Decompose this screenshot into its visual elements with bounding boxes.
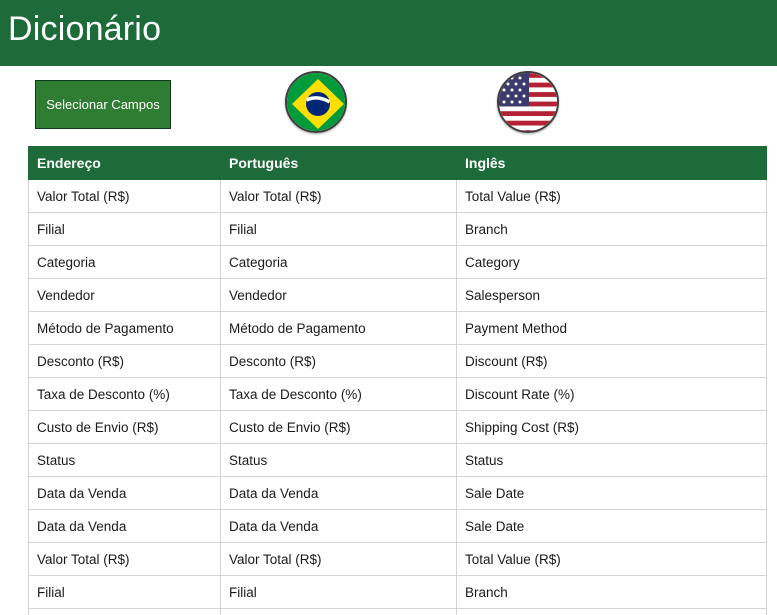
- table-cell[interactable]: Salesperson: [457, 279, 767, 312]
- table-row[interactable]: [29, 378, 767, 411]
- table-cell[interactable]: Desconto (R$): [221, 345, 457, 378]
- table-cell[interactable]: Taxa de Desconto (%): [221, 378, 457, 411]
- table-row[interactable]: [29, 543, 767, 576]
- table-cell[interactable]: Category: [457, 246, 767, 279]
- column-header-ingles[interactable]: Inglês: [457, 147, 767, 180]
- table-row[interactable]: [29, 609, 767, 615]
- table-cell[interactable]: Valor Total (R$): [221, 543, 457, 576]
- table-body: [29, 180, 767, 615]
- table-cell[interactable]: Status: [221, 444, 457, 477]
- table-cell[interactable]: Data da Venda: [29, 510, 221, 543]
- table-cell[interactable]: Filial: [29, 213, 221, 246]
- table-cell[interactable]: Data da Venda: [221, 510, 457, 543]
- table-cell[interactable]: Discount Rate (%): [457, 378, 767, 411]
- table-cell[interactable]: Status: [29, 444, 221, 477]
- table-cell[interactable]: Valor Total (R$): [29, 543, 221, 576]
- table-cell[interactable]: Total Value (R$): [457, 180, 767, 213]
- table-cell[interactable]: Taxa de Desconto (%): [29, 378, 221, 411]
- table-row[interactable]: [29, 411, 767, 444]
- table-cell[interactable]: Vendedor: [221, 279, 457, 312]
- table-cell[interactable]: Status: [457, 444, 767, 477]
- table-row[interactable]: [29, 510, 767, 543]
- table-cell[interactable]: Sale Date: [457, 477, 767, 510]
- table-cell[interactable]: Sale Date: [457, 510, 767, 543]
- dictionary-table: [28, 146, 767, 615]
- table-cell[interactable]: [457, 609, 767, 615]
- table-cell[interactable]: Filial: [221, 213, 457, 246]
- usa-flag-icon[interactable]: [497, 71, 559, 133]
- table-cell[interactable]: Data da Venda: [29, 477, 221, 510]
- table-cell[interactable]: Desconto (R$): [29, 345, 221, 378]
- toolbar: [0, 66, 777, 144]
- table-row[interactable]: [29, 444, 767, 477]
- table-row[interactable]: [29, 213, 767, 246]
- table-cell[interactable]: [29, 609, 221, 615]
- table-cell[interactable]: Custo de Envio (R$): [29, 411, 221, 444]
- table-cell[interactable]: Valor Total (R$): [221, 180, 457, 213]
- table-row[interactable]: [29, 312, 767, 345]
- table-row[interactable]: [29, 345, 767, 378]
- table-cell[interactable]: Categoria: [221, 246, 457, 279]
- page-title: Dicionário: [8, 10, 162, 48]
- table-cell[interactable]: Shipping Cost (R$): [457, 411, 767, 444]
- table-cell[interactable]: Filial: [221, 576, 457, 609]
- table-cell[interactable]: Método de Pagamento: [221, 312, 457, 345]
- select-fields-button[interactable]: Selecionar Campos: [35, 80, 171, 129]
- app-header: [0, 0, 777, 66]
- table-cell[interactable]: Método de Pagamento: [29, 312, 221, 345]
- brazil-flag-icon[interactable]: [285, 71, 347, 133]
- table-row[interactable]: [29, 246, 767, 279]
- table-cell[interactable]: Branch: [457, 576, 767, 609]
- table-row[interactable]: [29, 279, 767, 312]
- table-cell[interactable]: Valor Total (R$): [29, 180, 221, 213]
- table-cell[interactable]: Discount (R$): [457, 345, 767, 378]
- table-row[interactable]: [29, 576, 767, 609]
- table-cell[interactable]: Vendedor: [29, 279, 221, 312]
- table-cell[interactable]: Filial: [29, 576, 221, 609]
- table-cell[interactable]: Total Value (R$): [457, 543, 767, 576]
- table-header-row: [29, 147, 767, 180]
- table-cell[interactable]: Custo de Envio (R$): [221, 411, 457, 444]
- table-cell[interactable]: [221, 609, 457, 615]
- table-row[interactable]: [29, 477, 767, 510]
- column-header-portugues[interactable]: Português: [221, 147, 457, 180]
- column-header-endereco[interactable]: Endereço: [29, 147, 221, 180]
- table-cell[interactable]: Data da Venda: [221, 477, 457, 510]
- table-cell[interactable]: Payment Method: [457, 312, 767, 345]
- table-cell[interactable]: Categoria: [29, 246, 221, 279]
- table-row[interactable]: [29, 180, 767, 213]
- table-cell[interactable]: Branch: [457, 213, 767, 246]
